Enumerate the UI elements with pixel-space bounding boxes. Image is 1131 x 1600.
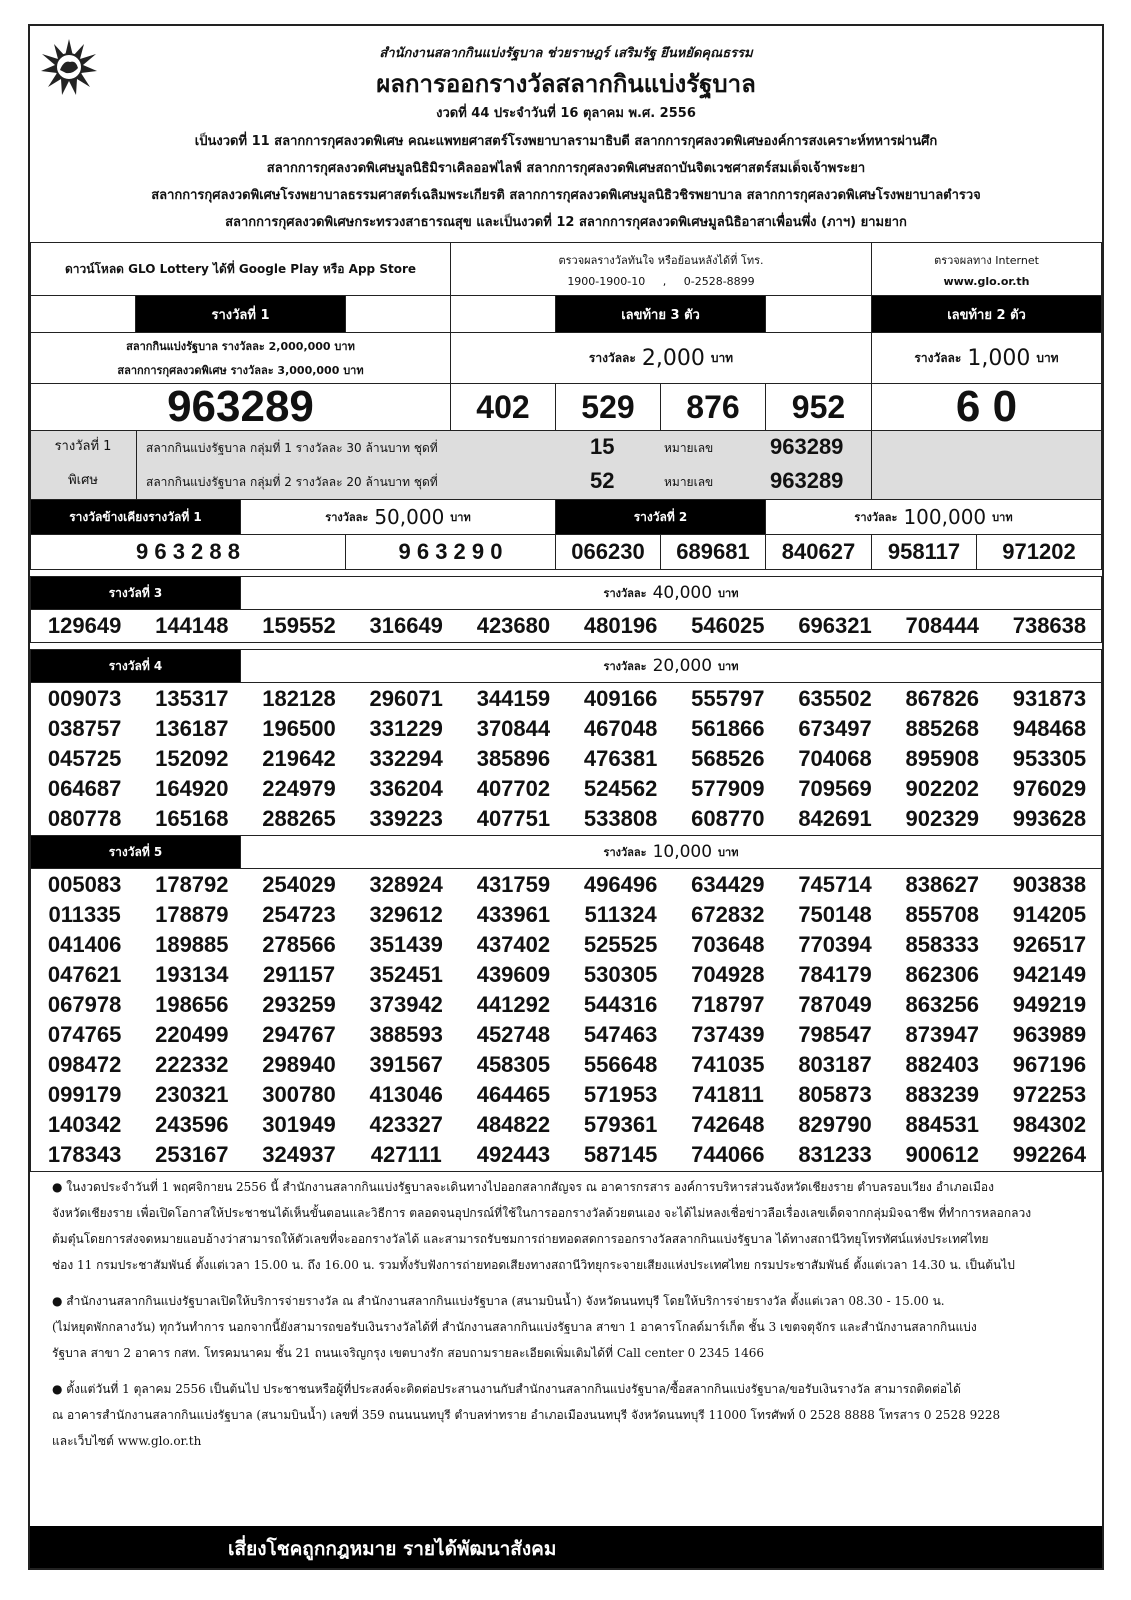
prize-number: 301949 <box>262 1112 336 1137</box>
prize-number: 164920 <box>155 776 229 801</box>
note-block-2 <box>52 1288 1072 1366</box>
prize-number: 423680 <box>476 613 551 638</box>
prize-number: 556648 <box>583 1052 658 1077</box>
number-row <box>31 774 1103 804</box>
last2-number: 6 0 <box>871 383 1102 431</box>
second-prize-number: 840627 <box>765 534 872 570</box>
number-row <box>31 960 1103 990</box>
last3-label: เลขท้าย 3 ตัว <box>555 295 766 333</box>
prize-number: 672832 <box>691 902 765 927</box>
prize-number: 547463 <box>583 1022 658 1047</box>
amount-label: รางวัลละ <box>603 660 647 673</box>
special-row-desc: สลากกินแบ่งรัฐบาล กลุ่มที่ 2 รางวัลละ 20 ล้านบาท ชุดที่ <box>146 475 438 489</box>
prize-number: 976029 <box>1012 776 1087 801</box>
prize-number: 634429 <box>691 872 765 897</box>
prize-number: 703648 <box>691 932 765 957</box>
prize-number: 373942 <box>369 992 443 1017</box>
prize-number: 855708 <box>905 902 979 927</box>
prize-number: 587145 <box>583 1142 658 1167</box>
fourth-prize-label: รางวัลที่ 4 <box>30 649 241 683</box>
third-prize-amount <box>240 576 1102 610</box>
prize-number: 745714 <box>798 872 872 897</box>
near-first-amount <box>240 499 556 535</box>
prize-number: 842691 <box>798 806 872 831</box>
first-prize-desc-2: สลากการกุศลงวดพิเศษ รางวัลละ 3,000,000 บาท <box>117 364 364 377</box>
prize-number: 222332 <box>155 1052 229 1077</box>
prize-number: 178792 <box>155 872 229 897</box>
amount-label: รางวัลละ <box>588 350 636 365</box>
first-prize-desc <box>30 332 451 384</box>
download-info: ดาวน์โหลด GLO Lottery ได้ที่ Google Play หรือ App Store <box>30 242 451 296</box>
prize-number: 441292 <box>476 992 551 1017</box>
header-line: เป็นงวดที่ 11 สลากการกุศลงวดพิเศษ คณะแพทยศาสตร์โรงพยาบาลรามาธิบดี สลากการกุศลงวดพิเศษองค์การสงเคราะห์ทหารผ่านศึก <box>194 134 938 149</box>
prize-number: 407702 <box>476 776 551 801</box>
prize-number: 787049 <box>798 992 872 1017</box>
prize-number: 298940 <box>262 1052 336 1077</box>
special-row-num-label: หมายเลข <box>664 475 714 489</box>
prize-number: 407751 <box>476 806 551 831</box>
number-row <box>31 930 1103 960</box>
prize-number: 873947 <box>905 1022 979 1047</box>
phone-label: ตรวจผลรางวัลทันใจ หรือย้อนหลังได้ที่ โทร. <box>558 253 764 267</box>
prize-number: 331229 <box>369 716 443 741</box>
prize-number: 750148 <box>798 902 872 927</box>
prize-number: 041406 <box>47 932 122 957</box>
fifth-prize-amount <box>240 835 1102 869</box>
number-row <box>31 900 1103 930</box>
prize-number: 967196 <box>1012 1052 1087 1077</box>
prize-number: 391567 <box>369 1052 443 1077</box>
prize-number: 329612 <box>369 902 443 927</box>
prize-number: 332294 <box>369 746 443 771</box>
note-line: ช่อง 11 กรมประชาสัมพันธ์ ตั้งแต่เวลา 15.00 น. ถึง 16.00 น. รวมทั้งรับฟังการถ่ายทอดเสียงทางสถานีวิทยุกระจายเสียงแห่งประเทศไทย กรมประชาสัมพันธ์ ตั้งแต่เวลา 14.30 น. เป็นต้นไป <box>52 1258 1015 1272</box>
prize-number: 437402 <box>476 932 551 957</box>
note-line: และเว็บไซต์ www.glo.or.th <box>52 1434 202 1448</box>
prize-number: 243596 <box>155 1112 229 1137</box>
last3-number: 529 <box>555 383 661 431</box>
amount-unit: บาท <box>718 587 739 600</box>
prize-number: 352451 <box>369 962 443 987</box>
number-row <box>31 684 1103 714</box>
prize-number: 098472 <box>47 1052 122 1077</box>
prize-number: 458305 <box>476 1052 551 1077</box>
prize-number: 316649 <box>369 613 443 638</box>
amount-label: รางวัลละ <box>854 511 898 524</box>
special-row-set: 52 <box>590 468 615 493</box>
amount-label: รางวัลละ <box>325 511 369 524</box>
special-row-num-label: หมายเลข <box>664 441 714 455</box>
prize-number: 464465 <box>476 1082 551 1107</box>
prize-number: 903838 <box>1012 872 1087 897</box>
special-prize-label <box>30 430 137 500</box>
prize-number: 253167 <box>155 1142 229 1167</box>
prize-number: 467048 <box>583 716 658 741</box>
note-line: ณ อาคารสำนักงานสลากกินแบ่งรัฐบาล (สนามบินน้ำ) เลขที่ 359 ถนนนนทบุรี ตำบลท่าทราย อำเภอเมืองนนทบุรี จังหวัดนนทบุรี 11000 โทรศัพท์ 0 2528 8888 โทรสาร 0 2528 9228 <box>52 1408 1001 1422</box>
prize-number: 370844 <box>476 716 551 741</box>
second-prize-label: รางวัลที่ 2 <box>555 499 766 535</box>
prize-number: 224979 <box>262 776 336 801</box>
prize-number: 525525 <box>583 932 658 957</box>
number-row <box>31 714 1103 744</box>
fifth-prize-label: รางวัลที่ 5 <box>30 835 241 869</box>
prize-number: 895908 <box>905 746 979 771</box>
prize-number: 948468 <box>1012 716 1087 741</box>
third-prize-numbers <box>30 609 1102 643</box>
number-row <box>31 1140 1103 1170</box>
prize-number: 339223 <box>369 806 443 831</box>
special-row-set: 15 <box>590 434 615 459</box>
prize-number: 328924 <box>369 872 443 897</box>
note-line: ● ในงวดประจำวันที่ 1 พฤศจิกายน 2556 นี้ สำนักงานสลากกินแบ่งรัฐบาลจะเดินทางไปออกสลากสัญจร ณ อาคารกรสาร องค์การบริหารส่วนจังหวัดเชียงราย ตำบลรอบเวียง อำเภอเมือง <box>52 1180 994 1194</box>
number-row <box>31 611 1103 641</box>
prize-number: 165168 <box>155 806 229 831</box>
footer-bar <box>30 1526 1102 1568</box>
prize-number: 230321 <box>155 1082 229 1107</box>
prize-number: 431759 <box>476 872 551 897</box>
prize-number: 608770 <box>691 806 765 831</box>
prize-number: 863256 <box>905 992 979 1017</box>
prize-number: 300780 <box>262 1082 336 1107</box>
prize-number: 288265 <box>262 806 336 831</box>
prize-number: 885268 <box>905 716 979 741</box>
third-prize-label: รางวัลที่ 3 <box>30 576 241 610</box>
fifth-prize-numbers <box>30 868 1102 1172</box>
prize-number: 737439 <box>691 1022 765 1047</box>
prize-number: 351439 <box>369 932 443 957</box>
prize-number: 182128 <box>262 686 336 711</box>
number-row <box>31 1110 1103 1140</box>
prize-number: 882403 <box>905 1052 979 1077</box>
prize-number: 140342 <box>47 1112 122 1137</box>
prize-number: 884531 <box>905 1112 979 1137</box>
amount-label: รางวัลละ <box>914 350 962 365</box>
prize-number: 831233 <box>798 1142 872 1167</box>
prize-number: 293259 <box>262 992 336 1017</box>
prize-number: 953305 <box>1012 746 1087 771</box>
amount-label: รางวัลละ <box>603 587 647 600</box>
special-label-line-1: รางวัลที่ 1 <box>54 439 112 454</box>
prize-number: 129649 <box>47 613 122 638</box>
prize-number: 038757 <box>47 716 122 741</box>
amount-unit: บาท <box>1036 350 1059 365</box>
amount-label: รางวัลละ <box>603 846 647 859</box>
third-amount-value: 40,000 <box>652 583 713 603</box>
near-first-label: รางวัลข้างเคียงรางวัลที่ 1 <box>30 499 241 535</box>
phone-separator: , <box>662 274 667 288</box>
prize-number: 427111 <box>370 1142 442 1167</box>
fourth-prize-numbers <box>30 682 1102 836</box>
prize-number: 189885 <box>155 932 229 957</box>
special-label-line-2: พิเศษ <box>68 473 98 488</box>
phone-number-2: 0-2528-8899 <box>683 274 755 288</box>
number-row <box>31 990 1103 1020</box>
prize-number: 867826 <box>905 686 979 711</box>
prize-number: 074765 <box>47 1022 122 1047</box>
prize-number: 784179 <box>798 962 872 987</box>
prize-number: 561866 <box>691 716 765 741</box>
prize-number: 718797 <box>691 992 765 1017</box>
first-prize-desc-1: สลากกินแบ่งรัฐบาล รางวัลละ 2,000,000 บาท <box>126 340 355 353</box>
prize-number: 136187 <box>155 716 229 741</box>
prize-number: 484822 <box>476 1112 551 1137</box>
prize-number: 709569 <box>798 776 872 801</box>
first-prize-label: รางวัลที่ 1 <box>135 295 346 333</box>
prize-number: 805873 <box>798 1082 872 1107</box>
prize-number: 571953 <box>583 1082 658 1107</box>
prize-number: 220499 <box>155 1022 229 1047</box>
divider <box>871 430 872 500</box>
number-row <box>31 870 1103 900</box>
last2-amount-value: 1,000 <box>967 345 1031 371</box>
prize-number: 972253 <box>1012 1082 1087 1107</box>
amount-unit: บาท <box>710 350 734 365</box>
second-prize-amount <box>765 499 1102 535</box>
prize-number: 744066 <box>691 1142 765 1167</box>
prize-number: 324937 <box>262 1142 336 1167</box>
prize-number: 196500 <box>262 716 336 741</box>
prize-number: 045725 <box>47 746 122 771</box>
prize-number: 579361 <box>583 1112 658 1137</box>
last3-amount <box>450 332 872 384</box>
second-prize-number: 066230 <box>555 534 661 570</box>
second-amount-value: 100,000 <box>903 505 987 529</box>
prize-number: 067978 <box>47 992 122 1017</box>
number-row <box>31 1050 1103 1080</box>
prize-number: 294767 <box>262 1022 336 1047</box>
prize-number: 546025 <box>691 613 765 638</box>
prize-number: 433961 <box>476 902 551 927</box>
number-row <box>31 744 1103 774</box>
prize-number: 385896 <box>476 746 551 771</box>
phone-number-1: 1900-1900-10 <box>567 274 646 288</box>
prize-number: 423327 <box>369 1112 443 1137</box>
prize-number: 344159 <box>476 686 551 711</box>
prize-number: 492443 <box>476 1142 551 1167</box>
prize-number: 902329 <box>905 806 979 831</box>
prize-number: 942149 <box>1012 962 1087 987</box>
prize-number: 178879 <box>155 902 229 927</box>
number-row <box>31 1020 1103 1050</box>
note-block-3 <box>52 1376 1072 1454</box>
note-line: รัฐบาล สาขา 2 อาคาร กสท. โทรคมนาคม ชั้น 21 ถนนเจริญกรุง เขตบางรัก สอบถามรายละเอียดเพิ่มเติมได้ที่ Call center 0 2345 1466 <box>52 1346 765 1360</box>
prize-number: 480196 <box>583 613 658 638</box>
prize-number: 984302 <box>1012 1112 1087 1137</box>
prize-number: 862306 <box>905 962 979 987</box>
internet-label: ตรวจผลทาง Internet <box>934 253 1039 267</box>
prize-number: 296071 <box>369 686 443 711</box>
prize-number: 198656 <box>155 992 229 1017</box>
prize-number: 064687 <box>47 776 122 801</box>
phone-info <box>450 242 872 296</box>
note-block-1 <box>52 1174 1072 1278</box>
prize-number: 439609 <box>476 962 551 987</box>
prize-number: 544316 <box>583 992 658 1017</box>
last2-label: เลขท้าย 2 ตัว <box>871 295 1102 333</box>
internet-info <box>871 242 1102 296</box>
lottery-result-sheet <box>28 24 1104 1570</box>
prize-number: 511324 <box>584 902 657 927</box>
prize-number: 704068 <box>798 746 872 771</box>
prize-number: 704928 <box>691 962 765 987</box>
prize-number: 838627 <box>905 872 979 897</box>
amount-unit: บาท <box>450 511 471 524</box>
prize-number: 524562 <box>583 776 658 801</box>
prize-number: 336204 <box>369 776 443 801</box>
internet-url: www.glo.or.th <box>943 274 1030 288</box>
prize-number: 673497 <box>798 716 872 741</box>
fifth-amount-value: 10,000 <box>652 842 713 862</box>
prize-number: 193134 <box>155 962 229 987</box>
prize-number: 635502 <box>798 686 872 711</box>
special-row-desc: สลากกินแบ่งรัฐบาล กลุ่มที่ 1 รางวัลละ 30 ล้านบาท ชุดที่ <box>146 441 438 455</box>
prize-number: 011335 <box>48 902 121 927</box>
near-first-amount-value: 50,000 <box>374 505 445 529</box>
page-title: ผลการออกรางวัลสลากกินแบ่งรัฐบาล <box>376 70 756 98</box>
second-prize-number: 971202 <box>976 534 1102 570</box>
prize-number: 278566 <box>262 932 336 957</box>
last3-amount-value: 2,000 <box>641 345 705 371</box>
special-row-number: 963289 <box>770 468 844 493</box>
prize-number: 798547 <box>798 1022 872 1047</box>
prize-number: 135317 <box>155 686 229 711</box>
number-row <box>31 1080 1103 1110</box>
prize-number: 476381 <box>583 746 658 771</box>
prize-number: 829790 <box>798 1112 872 1137</box>
footer-slogan: เสี่ยงโชคถูกกฎหมาย รายได้พัฒนาสังคม <box>228 1538 557 1560</box>
prize-number: 047621 <box>47 962 122 987</box>
prize-number: 741811 <box>691 1082 764 1107</box>
prize-number: 883239 <box>905 1082 979 1107</box>
prize-number: 388593 <box>369 1022 443 1047</box>
prize-number: 568526 <box>691 746 765 771</box>
prize-number: 452748 <box>476 1022 551 1047</box>
near-first-number: 9 6 3 2 8 8 <box>30 534 346 570</box>
prize-number: 742648 <box>691 1112 765 1137</box>
prize-number: 902202 <box>905 776 979 801</box>
prize-number: 005083 <box>47 872 122 897</box>
prize-number: 949219 <box>1012 992 1087 1017</box>
prize-number: 009073 <box>47 686 122 711</box>
prize-number: 152092 <box>155 746 229 771</box>
prize-number: 993628 <box>1012 806 1087 831</box>
prize-number: 413046 <box>369 1082 443 1107</box>
prize-number: 963989 <box>1012 1022 1087 1047</box>
prize-number: 178343 <box>47 1142 122 1167</box>
prize-number: 533808 <box>583 806 658 831</box>
note-line: ● สำนักงานสลากกินแบ่งรัฐบาลเปิดให้บริการจ่ายรางวัล ณ สำนักงานสลากกินแบ่งรัฐบาล (สนามบินน้ำ) จังหวัดนนทบุรี โดยให้บริการจ่ายรางวัล ตั้งแต่เวลา 08.30 - 15.00 น. <box>52 1294 945 1308</box>
prize-number: 803187 <box>798 1052 872 1077</box>
prize-number: 159552 <box>262 613 336 638</box>
prize-number: 530305 <box>583 962 658 987</box>
prize-number: 708444 <box>905 613 979 638</box>
last3-number: 876 <box>660 383 766 431</box>
prize-number: 496496 <box>583 872 658 897</box>
fourth-amount-value: 20,000 <box>652 656 713 676</box>
prize-number: 409166 <box>583 686 658 711</box>
note-line: ● ตั้งแต่วันที่ 1 ตุลาคม 2556 เป็นต้นไป ประชาชนหรือผู้ที่ประสงค์จะติดต่อประสานงานกับสำนักงานสลากกินแบ่งรัฐบาล/ซื้อสลากกินแบ่งรัฐบาล/ขอรับเงินรางวัล สามารถติดต่อได้ <box>52 1382 961 1396</box>
prize-number: 291157 <box>262 962 336 987</box>
fourth-prize-amount <box>240 649 1102 683</box>
second-prize-number: 689681 <box>660 534 766 570</box>
prize-number: 144148 <box>155 613 229 638</box>
prize-number: 219642 <box>262 746 336 771</box>
prize-number: 931873 <box>1012 686 1087 711</box>
note-line: ต้มตุ๋นโดยการส่งจดหมายแอบอ้างว่าสามารถให้ตัวเลขที่จะออกรางวัลได้ และสามารถรับชมการถ่ายทอดสดการออกรางวัลสลากกินแบ่งรัฐบาล ได้ทางสถานีวิทยุโทรทัศน์แห่งประเทศไทย <box>52 1232 989 1246</box>
amount-unit: บาท <box>992 511 1013 524</box>
near-first-number: 9 6 3 2 9 0 <box>345 534 556 570</box>
last2-amount <box>871 332 1102 384</box>
header-line: สลากการกุศลงวดพิเศษโรงพยาบาลธรรมศาสตร์เฉลิมพระเกียรติ สลากการกุศลงวดพิเศษมูลนิธิวชิรพยาบาล สลากการกุศลงวดพิเศษโรงพยาบาลตำรวจ <box>151 188 981 203</box>
prize-number: 741035 <box>691 1052 765 1077</box>
note-line: จังหวัดเชียงราย เพื่อเปิดโอกาสให้ประชาชนได้เห็นขั้นตอนและวิธีการ ตลอดจนอุปกรณ์ที่ใช้ในการออกรางวัลด้วยตนเอง จะได้ไม่หลงเชื่อข่าวลือเรื่องเลขเด็ดจากกลุ่มมิจฉาชีพ ที่ทำการหลอกลวง <box>52 1206 1032 1220</box>
last3-number: 402 <box>450 383 556 431</box>
header-line: สลากการกุศลงวดพิเศษมูลนิธิมิราเคิลออฟไลฟ์ สลากการกุศลงวดพิเศษสถาบันจิตเวชศาสตร์สมเด็จเจ้าพระยา <box>266 161 866 176</box>
prize-number: 080778 <box>47 806 122 831</box>
second-prize-number: 958117 <box>871 534 977 570</box>
amount-unit: บาท <box>718 660 739 673</box>
office-motto: สำนักงานสลากกินแบ่งรัฐบาล ช่วยราษฎร์ เสริมรัฐ ยึนหยัดคุณธรรม <box>379 46 753 61</box>
prize-number: 696321 <box>798 613 872 638</box>
last3-number: 952 <box>765 383 872 431</box>
number-row <box>31 804 1103 834</box>
prize-number: 577909 <box>691 776 765 801</box>
prize-number: 254723 <box>262 902 336 927</box>
header-line: สลากการกุศลงวดพิเศษกระทรวงสาธารณสุข และเป็นงวดที่ 12 สลากการกุศลงวดพิเศษมูลนิธิอาสาเพื่อนพึ่ง (ภาฯ) ยามยาก <box>225 215 907 230</box>
draw-info: งวดที่ 44 ประจำวันที่ 16 ตุลาคม พ.ศ. 2556 <box>436 106 696 121</box>
prize-number: 770394 <box>798 932 872 957</box>
prize-number: 738638 <box>1012 613 1087 638</box>
prize-number: 254029 <box>262 872 336 897</box>
prize-number: 992264 <box>1012 1142 1087 1167</box>
special-row-number: 963289 <box>770 434 844 459</box>
prize-number: 099179 <box>47 1082 122 1107</box>
first-prize-number: 963289 <box>30 383 451 431</box>
prize-number: 900612 <box>905 1142 979 1167</box>
note-line: (ไม่หยุดพักกลางวัน) ทุกวันทำการ นอกจากนี้ยังสามารถขอรับเงินรางวัลได้ที่ สำนักงานสลากกินแบ่งรัฐบาล สาขา 1 อาคารโกลด์มาร์เก็ต ชั้น 3 เขตจตุจักร และสำนักงานสลากกินแบ่ง <box>52 1320 977 1334</box>
prize-number: 555797 <box>691 686 765 711</box>
amount-unit: บาท <box>718 846 739 859</box>
prize-number: 914205 <box>1012 902 1087 927</box>
prize-number: 926517 <box>1012 932 1087 957</box>
prize-number: 858333 <box>905 932 979 957</box>
